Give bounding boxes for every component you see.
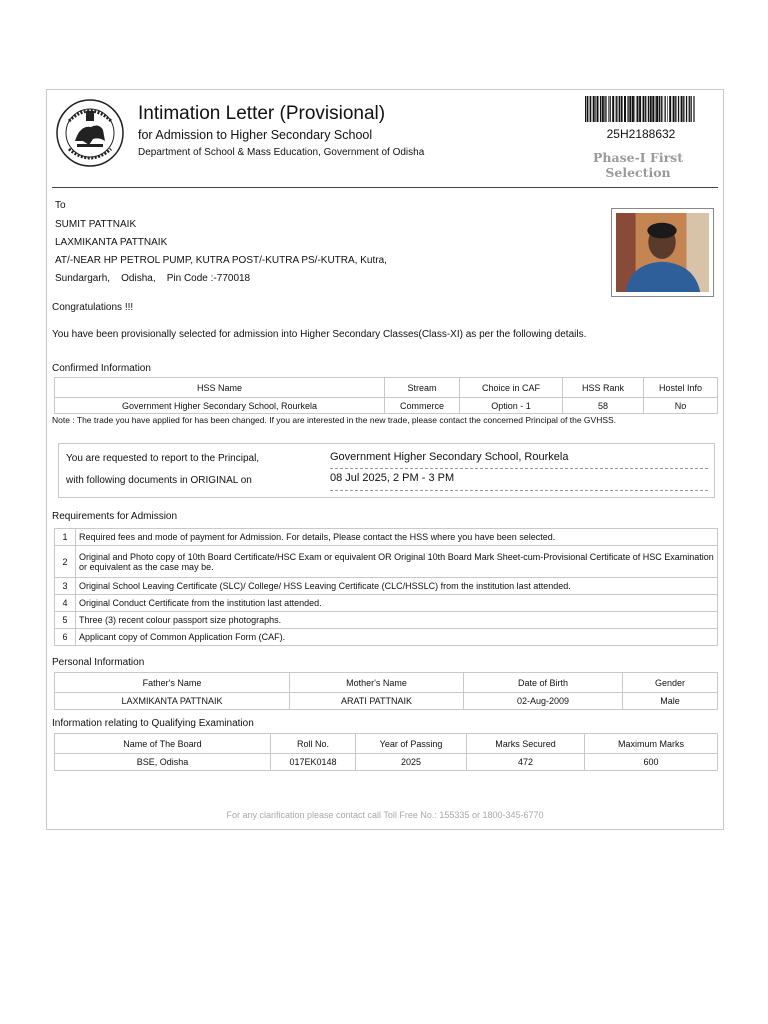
col-hostel: Hostel Info xyxy=(644,378,718,398)
exam-info-table xyxy=(54,733,718,771)
col-max-marks: Maximum Marks xyxy=(585,734,718,754)
address-line-2: Sundargarh, Odisha, Pin Code :-770018 xyxy=(55,273,251,284)
barcode-bar xyxy=(624,96,626,122)
congratulations-text: Congratulations !!! xyxy=(52,302,134,313)
requirement-text: Three (3) recent colour passport size photographs. xyxy=(76,612,718,629)
barcode-bar xyxy=(663,96,664,122)
col-marks: Marks Secured xyxy=(467,734,585,754)
requirement-number: 3 xyxy=(55,578,76,595)
barcode-bar xyxy=(618,96,619,122)
exam-info-heading: Information relating to Qualifying Examination xyxy=(52,718,254,729)
requirement-text: Applicant copy of Common Application Form (CAF). xyxy=(76,629,718,646)
barcode-bar xyxy=(681,96,683,122)
barcode-bar xyxy=(669,96,671,122)
barcode-bar xyxy=(610,96,611,122)
barcode-bar xyxy=(593,96,595,122)
requirement-text: Required fees and mode of payment for Admission. For details, Please contact the HSS where you have been selected. xyxy=(76,529,718,546)
barcode-bar xyxy=(675,96,676,122)
barcode-bar xyxy=(604,96,605,122)
requirement-text: Original and Photo copy of 10th Board Certificate/HSC Exam or equivalent OR Original 10th Board Mark Sheet-cum-Provisional Certificate of HSC Examination or equivalent as the case may be. xyxy=(76,546,718,578)
selection-intro: You have been provisionally selected for admission into Higher Secondary Classes(Class-XI) as per the following details. xyxy=(52,329,587,340)
hss-name-value: Government Higher Secondary School, Rourkela xyxy=(55,398,385,414)
gender-value: Male xyxy=(623,693,718,710)
requirement-number: 1 xyxy=(55,529,76,546)
board-value: BSE, Odisha xyxy=(55,754,271,771)
barcode-bar xyxy=(643,96,645,122)
table-header-row xyxy=(55,378,718,398)
phase-label xyxy=(583,150,693,180)
requirement-row xyxy=(55,612,718,629)
requirement-row xyxy=(55,546,718,578)
table-row xyxy=(55,754,718,771)
barcode-bar xyxy=(602,96,604,122)
barcode-bar xyxy=(632,96,634,122)
barcode-bar xyxy=(612,96,614,122)
barcode-bar xyxy=(678,96,679,122)
requirement-row xyxy=(55,595,718,612)
marks-value: 472 xyxy=(467,754,585,771)
barcode-bar xyxy=(606,96,607,122)
barcode xyxy=(585,96,697,122)
father-value: LAXMIKANTA PATTNAIK xyxy=(55,693,290,710)
stream-value: Commerce xyxy=(385,398,460,414)
barcode-bar xyxy=(600,96,601,122)
phase-line-2: Selection xyxy=(605,165,671,180)
barcode-bar xyxy=(585,96,586,122)
report-datetime: 08 Jul 2025, 2 PM - 3 PM xyxy=(330,472,708,491)
student-photo xyxy=(611,208,714,297)
report-instructions xyxy=(58,443,715,498)
barcode-bar xyxy=(635,96,636,122)
col-stream: Stream xyxy=(385,378,460,398)
trade-change-note: Note : The trade you have applied for has been changed. If you are interested in the new trade, please contact the concerned Principal of the GVHSS. xyxy=(52,415,617,425)
col-dob: Date of Birth xyxy=(464,673,623,693)
guardian-name: LAXMIKANTA PATTNAIK xyxy=(55,237,168,248)
requirement-number: 4 xyxy=(55,595,76,612)
report-school: Government Higher Secondary School, Rourkela xyxy=(330,451,708,469)
requirement-row xyxy=(55,529,718,546)
barcode-bar xyxy=(659,96,660,122)
barcode-bar xyxy=(587,96,588,122)
barcode-bar xyxy=(693,96,694,122)
dob-value: 02-Aug-2009 xyxy=(464,693,623,710)
requirement-row xyxy=(55,629,718,646)
barcode-bar xyxy=(655,96,656,122)
letter-title: Intimation Letter (Provisional) xyxy=(138,103,386,124)
col-choice: Choice in CAF xyxy=(460,378,563,398)
col-year: Year of Passing xyxy=(356,734,467,754)
address-to: To xyxy=(55,200,66,211)
barcode-bar xyxy=(691,96,692,122)
confirmed-info-table xyxy=(54,377,718,414)
table-header-row xyxy=(55,673,718,693)
barcode-bar xyxy=(661,96,662,122)
header-divider xyxy=(52,187,718,188)
confirmed-info-heading: Confirmed Information xyxy=(52,363,151,374)
phase-line-1: Phase-I First xyxy=(593,150,683,165)
barcode-bar xyxy=(686,96,687,122)
letter-subtitle: for Admission to Higher Secondary School xyxy=(138,128,373,142)
barcode-bar xyxy=(637,96,639,122)
barcode-bar xyxy=(694,96,695,122)
choice-value: Option - 1 xyxy=(460,398,563,414)
requirement-number: 6 xyxy=(55,629,76,646)
barcode-bar xyxy=(667,96,668,122)
barcode-bar xyxy=(689,96,690,122)
hostel-value: No xyxy=(644,398,718,414)
barcode-bar xyxy=(621,96,623,122)
col-rank: HSS Rank xyxy=(563,378,644,398)
barcode-bar xyxy=(650,96,652,122)
rank-value: 58 xyxy=(563,398,644,414)
mother-value: ARATI PATTNAIK xyxy=(290,693,464,710)
table-header-row xyxy=(55,734,718,754)
barcode-bar xyxy=(629,96,631,122)
col-board: Name of The Board xyxy=(55,734,271,754)
max-marks-value: 600 xyxy=(585,754,718,771)
barcode-bar xyxy=(683,96,684,122)
barcode-bar xyxy=(595,96,596,122)
barcode-bar xyxy=(590,96,591,122)
student-photo-image xyxy=(616,213,709,292)
requirement-row xyxy=(55,578,718,595)
col-father: Father's Name xyxy=(55,673,290,693)
barcode-bar xyxy=(656,96,658,122)
year-value: 2025 xyxy=(356,754,467,771)
helpline-footer: For any clarification please contact call Toll Free No.: 155335 or 1800-345-6770 xyxy=(226,810,544,820)
personal-info-table xyxy=(54,672,718,710)
report-label-1: You are requested to report to the Principal, xyxy=(66,453,260,464)
col-gender: Gender xyxy=(623,673,718,693)
table-row xyxy=(55,693,718,710)
barcode-bar xyxy=(665,96,666,122)
requirement-text: Original School Leaving Certificate (SLC)/ College/ HSS Leaving Certificate (CLC/HSSLC) from the institution last attended. xyxy=(76,578,718,595)
col-roll: Roll No. xyxy=(271,734,356,754)
col-mother: Mother's Name xyxy=(290,673,464,693)
odisha-emblem-icon xyxy=(55,97,125,169)
barcode-bar xyxy=(673,96,675,122)
barcode-bar xyxy=(639,96,641,122)
requirement-number: 2 xyxy=(55,546,76,578)
application-number: 25H2188632 xyxy=(606,127,676,141)
barcode-bar xyxy=(589,96,590,122)
requirements-heading: Requirements for Admission xyxy=(52,511,178,522)
barcode-bar xyxy=(627,96,628,122)
requirements-table xyxy=(54,528,718,646)
roll-value: 017EK0148 xyxy=(271,754,356,771)
col-hss-name: HSS Name xyxy=(55,378,385,398)
barcode-bar xyxy=(645,96,646,122)
intimation-letter xyxy=(46,89,724,830)
address-line-1: AT/-NEAR HP PETROL PUMP, KUTRA POST/-KUTRA PS/-KUTRA, Kutra, xyxy=(55,255,387,266)
barcode-bar xyxy=(597,96,599,122)
personal-info-heading: Personal Information xyxy=(52,657,145,668)
student-name: SUMIT PATTNAIK xyxy=(55,219,137,230)
barcode-bar xyxy=(652,96,654,122)
department-name: Department of School & Mass Education, Government of Odisha xyxy=(138,147,425,158)
barcode-bar xyxy=(648,96,649,122)
barcode-bar xyxy=(616,96,617,122)
requirement-text: Original Conduct Certificate from the institution last attended. xyxy=(76,595,718,612)
table-row xyxy=(55,398,718,414)
barcode-bar xyxy=(608,96,609,122)
requirement-number: 5 xyxy=(55,612,76,629)
report-label-2: with following documents in ORIGINAL on xyxy=(66,475,252,486)
barcode-bar xyxy=(619,96,620,122)
